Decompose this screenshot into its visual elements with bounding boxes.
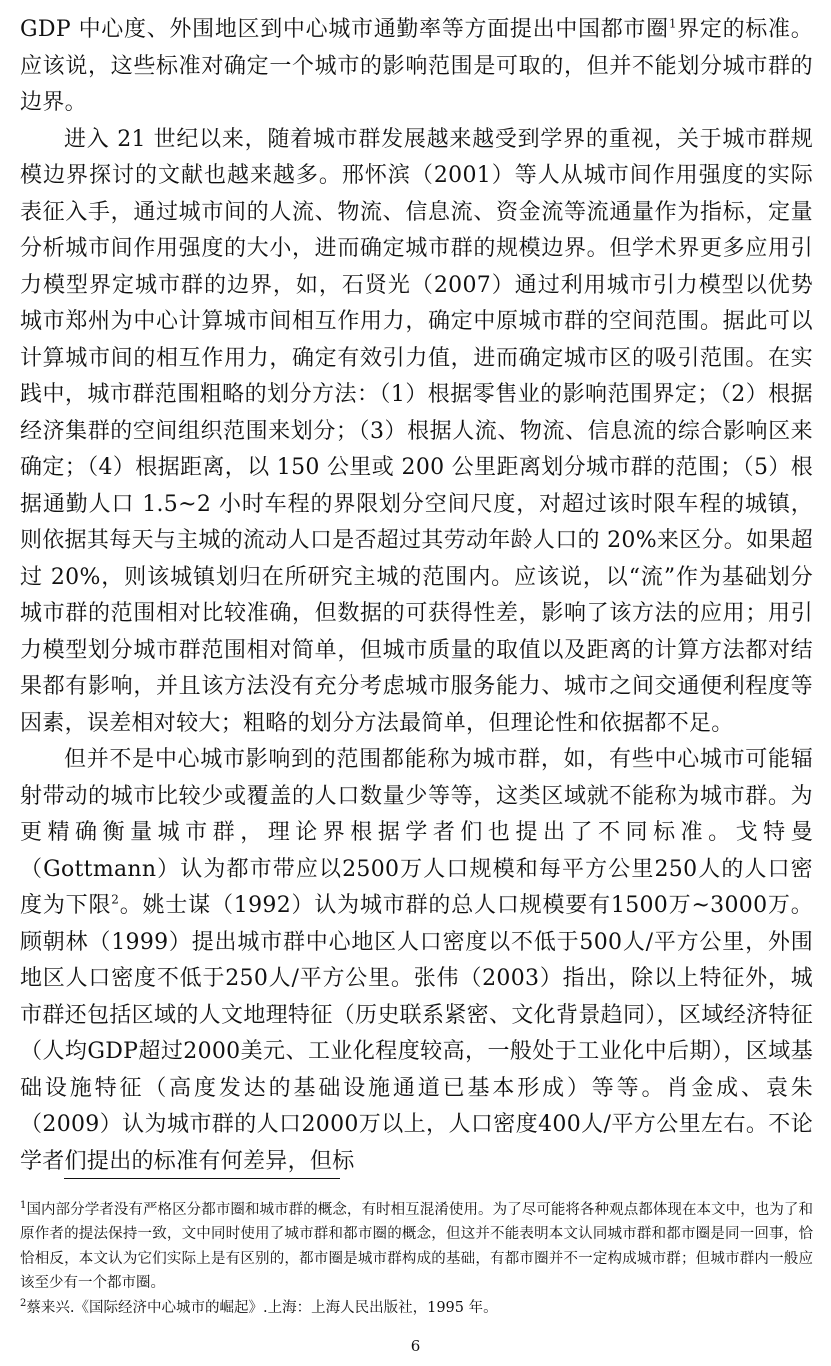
footnote-marker-2[interactable]: 2 [111,892,120,907]
footnote-2 [20,1296,813,1320]
paragraph-1-text: GDP 中心度、外围地区到中心城市通勤率等方面提出中国都市圈 [20,17,669,42]
main-body-text [20,12,813,1180]
paragraph-1-text-continued: 界定的标准。应该说，这些标准对确定一个城市的影响范围是可取的，但并不能划分城市群的边界。 [20,17,813,115]
footnotes [20,1198,813,1320]
paragraph-3 [20,742,813,1180]
footnote-2-text: 蔡来兴.《国际经济中心城市的崛起》.上海：上海人民出版社，1995 年。 [26,1299,498,1316]
footnote-marker-1[interactable]: 1 [668,16,677,31]
footnote-1-text: 国内部分学者没有严格区分都市圈和城市群的概念，有时相互混淆使用。为了尽可能将各种观点都体现在本文中，也为了和原作者的提法保持一致，文中同时使用了城市群和都市圈的概念，但这并不能表明本文认同城市群和都市圈是同一回事，恰恰相反，本文认为它们实际上是有区别的，都市圈是城市群构成的基础，有都市圈并不一定构成城市群；但城市群内一般应该至少有一个都市圈。 [20,1202,813,1292]
footnote-1-marker: 1 [20,1200,27,1212]
paragraph-1 [20,12,813,122]
page-number: 6 [410,1337,421,1355]
paragraph-3-text: 但并不是中心城市影响到的范围都能称为城市群，如，有些中心城市可能辐射带动的城市比较少或覆盖的人口数量少等等，这类区域就不能称为城市群。为更精确衡量城市群，理论界根据学者们也提出了不同标准。戈特曼（Gottmann）认为都市带应以2500万人口规模和每平方公里250人的人口密度为下限 [20,747,813,918]
paragraph-2: 进入 21 世纪以来，随着城市群发展越来越受到学界的重视，关于城市群规模边界探讨的文献也越来越多。邢怀滨（2001）等人从城市间作用强度的实际表征入手，通过城市间的人流、物流、信息流、资金流等流通量作为指标，定量分析城市间作用强度的大小，进而确定城市群的规模边界。但学术界更多应用引力模型界定城市群的边界，如，石贤光（2007）通过利用城市引力模型以优势城市郑州为中心计算城市间相互作用力，确定中原城市群的空间范围。据此可以计算城市间的相互作用力，确定有效引力值，进而确定城市区的吸引范围。在实践中，城市群范围粗略的划分方法：（1）根据零售业的影响范围界定；（2）根据经济集群的空间组织范围来划分；（3）根据人流、物流、信息流的综合影响区来确定；（4）根据距离，以 150 公里或 200 公里距离划分城市群的范围；（5）根据通勤人口 1.5~2 小时车程的界限划分空间尺度，对超过该时限车程的城镇，则依据其每天与主城的流动人口是否超过其劳动年龄人口的 20%来区分。如果超过 20%，则该城镇划归在所研究主城的范围内。应该说，以“流”作为基础划分城市群的范围相对比较准确，但数据的可获得性差，影响了该方法的应用；用引力模型划分城市群范围相对简单，但城市质量的取值以及距离的计算方法都对结果都有影响，并且该方法没有充分考虑城市服务能力、城市之间交通便利程度等因素，误差相对较大；粗略的划分方法最简单，但理论性和依据都不足。 [20,126,813,736]
footnote-divider [64,1178,340,1179]
paragraph-3-text-continued: 。姚士谋（1992）认为城市群的总人口规模要有1500万~3000万。顾朝林（1999）提出城市群中心地区人口密度以不低于500人/平方公里，外围地区人口密度不低于250人/平方公里。张伟（2003）指出，除以上特征外，城市群还包括区域的人文地理特征（历史联系紧密、文化背景趋同），区域经济特征（人均GDP超过2000美元、工业化程度较高，一般处于工业化中后期），区域基础设施特征（高度发达的基础设施通道已基本形成）等等。肖金成、袁朱（2009）认为城市群的人口2000万以上，人口密度400人/平方公里左右。不论学者们提出的标准有何差异，但标 [20,893,813,1174]
footnote-2-marker: 2 [20,1297,27,1309]
footnote-1 [20,1198,813,1296]
